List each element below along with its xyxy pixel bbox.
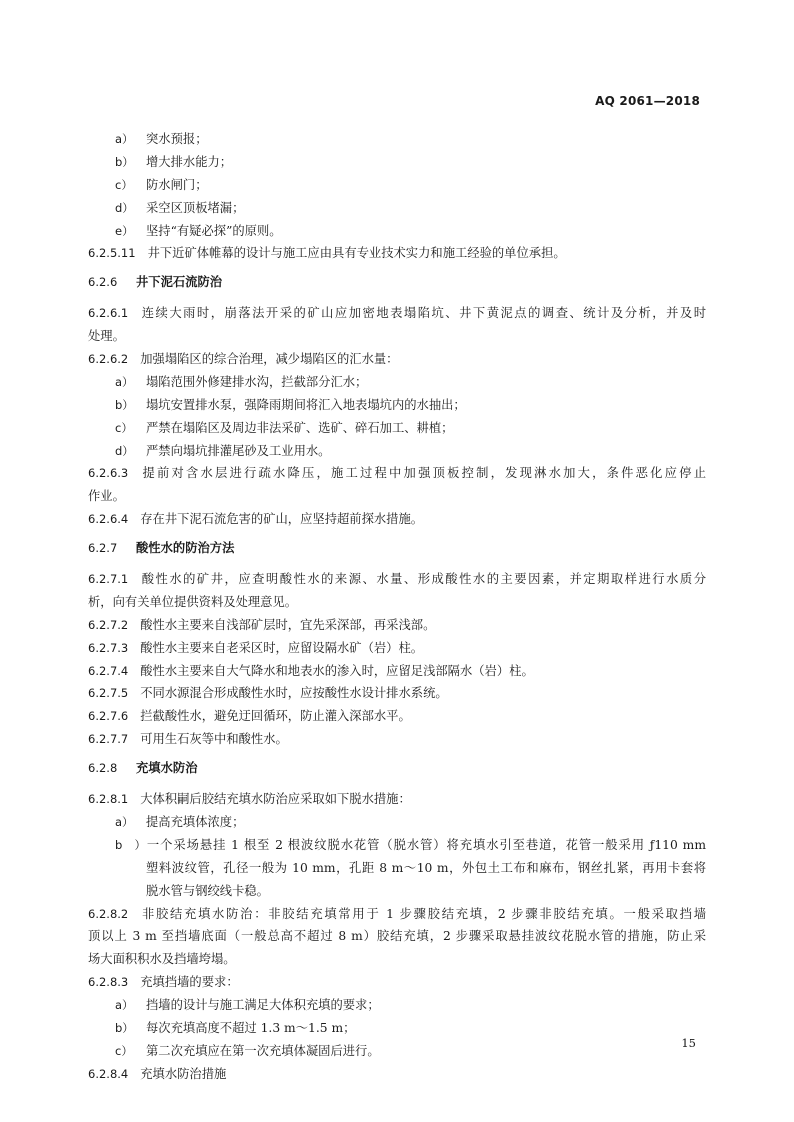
clause-number: 6.2.6.2	[88, 352, 129, 367]
list-item	[88, 394, 706, 417]
clause-line	[88, 242, 706, 265]
list-item	[88, 1040, 706, 1063]
list-item-label: a）	[115, 374, 134, 389]
list-item-label: b）	[115, 837, 146, 852]
list-item	[88, 174, 706, 197]
clause-line	[88, 1063, 706, 1086]
document-body	[88, 128, 706, 1086]
standard-code: AQ 2061—2018	[595, 94, 700, 108]
clause-line	[88, 682, 706, 705]
clause-text: 不同水源混合形成酸性水时，应按酸性水设计排水系统。	[140, 686, 448, 701]
list-item	[88, 994, 706, 1017]
list-item	[88, 220, 706, 243]
list-item	[88, 1017, 706, 1040]
clause-number: 6.2.7.2	[88, 617, 129, 632]
continuation-text: 处理。	[88, 329, 125, 344]
continuation-text: 塑料波纹管，孔径一般为 10 mm，孔距 8 m～10 m，外包土工布和麻布，钢丝扎紧，再用卡套将	[146, 860, 706, 875]
list-item-text: 坚持“有疑必探”的原则。	[146, 223, 282, 238]
clause-continuation	[88, 485, 706, 508]
continuation-text: 作业。	[88, 489, 125, 504]
section-number: 6.2.6	[88, 275, 118, 290]
list-item	[88, 834, 706, 857]
list-item-text: 采空区顶板堵漏；	[146, 200, 245, 215]
list-item-continuation	[88, 880, 706, 903]
clause-number: 6.2.6.1	[88, 306, 129, 321]
clause-line	[88, 462, 706, 485]
clause-text: 井下近矿体帷幕的设计与施工应由具有专业技术实力和施工经验的单位承担。	[147, 246, 566, 261]
clause-number: 6.2.6.4	[88, 512, 129, 527]
clause-line	[88, 508, 706, 531]
list-item	[88, 197, 706, 220]
clause-text: 酸性水主要来自大气降水和地表水的渗入时，应留足浅部隔水（岩）柱。	[140, 663, 534, 678]
clause-text: 酸性水的矿井，应查明酸性水的来源、水量、形成酸性水的主要因素，并定期取样进行水质分	[140, 572, 706, 587]
clause-number: 6.2.6.3	[88, 466, 129, 481]
clause-line	[88, 660, 706, 683]
section-title: 酸性水的防治方法	[136, 541, 235, 556]
clause-number: 6.2.7.7	[88, 732, 129, 747]
list-item-text: 每次充填高度不超过 1.3 m～1.5 m；	[146, 1020, 356, 1035]
list-item-text: 提高充填体浓度；	[146, 814, 245, 829]
clause-number: 6.2.7.4	[88, 663, 129, 678]
list-item-label: b）	[115, 1020, 134, 1035]
continuation-text: 场大面积积水及挡墙垮塌。	[88, 952, 236, 967]
list-item-label: e）	[115, 223, 134, 238]
list-item-text: 防水闸门；	[146, 177, 208, 192]
clause-line	[88, 971, 706, 994]
list-item-label: b）	[115, 397, 134, 412]
clause-text: 非胶结充填水防治：非胶结充填常用于 1 步骤胶结充填，2 步骤非胶结充填。一般采取挡墙	[140, 906, 706, 921]
clause-text: 拦截酸性水，避免迂回循环，防止灌入深部水平。	[140, 709, 411, 724]
continuation-text: 脱水管与钢绞线卡稳。	[146, 883, 269, 898]
list-item-text: 增大排水能力；	[146, 154, 233, 169]
section-title: 井下泥石流防治	[136, 275, 223, 290]
list-item-label: b）	[115, 154, 134, 169]
clause-line	[88, 903, 706, 926]
clause-number: 6.2.8.4	[88, 1066, 129, 1081]
clause-line	[88, 348, 706, 371]
clause-text: 充填水防治措施	[140, 1066, 227, 1081]
list-item-label: a）	[115, 998, 134, 1013]
page-number: 15	[681, 1036, 696, 1050]
clause-text: 充填挡墙的要求：	[140, 975, 239, 990]
clause-text: 酸性水主要来自浅部矿层时，宜先采深部，再采浅部。	[140, 617, 436, 632]
clause-number: 6.2.7.5	[88, 686, 129, 701]
clause-text: 可用生石灰等中和酸性水。	[140, 732, 288, 747]
list-item-label: c）	[115, 1043, 133, 1058]
section-title: 充填水防治	[136, 761, 198, 776]
clause-number: 6.2.5.11	[88, 246, 136, 261]
list-item-label: c）	[115, 177, 133, 192]
clause-line	[88, 568, 706, 591]
list-item	[88, 417, 706, 440]
list-item-label: a）	[115, 814, 134, 829]
list-item	[88, 151, 706, 174]
clause-text: 大体积嗣后胶结充填水防治应采取如下脱水措施：	[140, 792, 411, 807]
section-heading	[88, 537, 706, 560]
list-item	[88, 128, 706, 151]
clause-text: 提前对含水层进行疏水降压，施工过程中加强顶板控制，发现淋水加大，条件恶化应停止	[140, 466, 706, 481]
clause-continuation	[88, 325, 706, 348]
list-item	[88, 371, 706, 394]
section-number: 6.2.8	[88, 761, 118, 776]
clause-continuation	[88, 591, 706, 614]
clause-line	[88, 728, 706, 751]
section-heading	[88, 757, 706, 780]
clause-number: 6.2.8.3	[88, 975, 129, 990]
clause-line	[88, 302, 706, 325]
continuation-text: 析，向有关单位提供资料及处理意见。	[88, 594, 298, 609]
list-item-text: 严禁在塌陷区及周边非法采矿、选矿、碎石加工、耕植；	[146, 420, 454, 435]
clause-text: 加强塌陷区的综合治理，减少塌陷区的汇水量：	[140, 352, 399, 367]
section-number: 6.2.7	[88, 541, 118, 556]
clause-continuation	[88, 948, 706, 971]
clause-number: 6.2.7.6	[88, 709, 129, 724]
list-item-text: 突水预报；	[146, 132, 208, 146]
clause-text: 连续大雨时，崩落法开采的矿山应加密地表塌陷坑、井下黄泥点的调查、统计及分析，并及时	[140, 306, 706, 321]
clause-line	[88, 705, 706, 728]
list-item-continuation	[88, 857, 706, 880]
section-heading	[88, 271, 706, 294]
clause-number: 6.2.8.2	[88, 906, 129, 921]
list-item-label: a）	[115, 132, 134, 146]
clause-text: 存在井下泥石流危害的矿山，应坚持超前探水措施。	[140, 512, 424, 527]
clause-line	[88, 788, 706, 811]
list-item	[88, 811, 706, 834]
list-item-text: 挡墙的设计与施工满足大体积充填的要求；	[146, 998, 380, 1013]
clause-number: 6.2.7.1	[88, 572, 129, 587]
clause-number: 6.2.8.1	[88, 792, 129, 807]
clause-continuation	[88, 925, 706, 948]
clause-number: 6.2.7.3	[88, 640, 129, 655]
clause-line	[88, 614, 706, 637]
list-item-label: d）	[115, 200, 134, 215]
list-item-text: 严禁向塌坑排灌尾砂及工业用水。	[146, 443, 331, 458]
list-item	[88, 440, 706, 463]
continuation-text: 顶以上 3 m 至挡墙底面（一般总高不超过 8 m）胶结充填，2 步骤采取悬挂波纹花脱水管的措施，防止采	[88, 929, 706, 944]
list-item-label: d）	[115, 443, 134, 458]
clause-text: 酸性水主要来自老采区时，应留设隔水矿（岩）柱。	[140, 640, 424, 655]
clause-line	[88, 637, 706, 660]
list-item-text: 第二次充填应在第一次充填体凝固后进行。	[146, 1043, 380, 1058]
list-item-text: 一个采场悬挂 1 根至 2 根波纹脱水花管（脱水管）将充填水引至巷道，花管一般采用 ƒ110 mm	[146, 837, 706, 852]
list-item-text: 塌坑安置排水泵，强降雨期间将汇入地表塌坑内的水抽出；	[146, 397, 466, 412]
list-item-text: 塌陷范围外修建排水沟，拦截部分汇水；	[146, 374, 368, 389]
list-item-label: c）	[115, 420, 133, 435]
